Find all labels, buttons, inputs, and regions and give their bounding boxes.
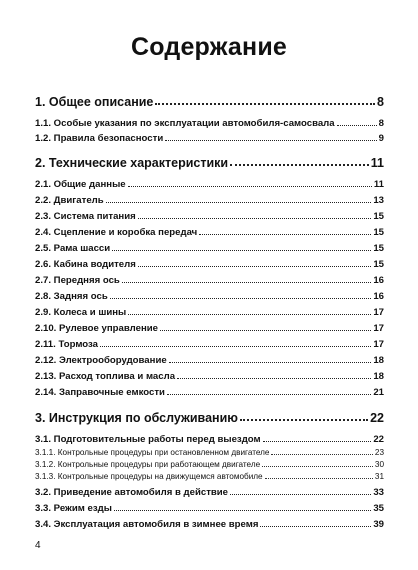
toc-entry-title: 3.1.3. Контрольные процедуры на движущемся автомобиле [35,472,263,481]
toc-entry-page: 16 [373,275,384,286]
toc-entry-2-5 [35,243,384,254]
toc-entry-page: 16 [373,291,384,302]
toc-entry-2-13 [35,371,384,382]
toc-entry-title: 2.6. Кабина водителя [35,259,136,270]
dot-leader [138,266,372,267]
toc-entry-title: 2.1. Общие данные [35,179,126,190]
toc-entry-2-8 [35,291,384,302]
dot-leader [110,298,372,299]
dot-leader [265,478,373,479]
toc-entry-3-4 [35,519,384,530]
toc-entry-1-2 [35,133,384,144]
page-title: Содержание [130,33,288,61]
toc-entry-title: 1.2. Правила безопасности [35,133,164,144]
toc-entry-page: 11 [370,156,384,170]
toc-entry-1-1 [35,118,384,129]
page-number: 4 [35,540,41,551]
toc-entry-2-9 [35,307,384,318]
toc-entry-3-2 [35,487,384,498]
toc-entry-2-6 [35,259,384,270]
toc-entry-title: 2.11. Тормоза [35,339,99,350]
toc-entry-title: 2.9. Колеса и шины [35,307,127,318]
toc-entry-page: 18 [373,355,384,366]
toc-entry-page: 22 [370,411,384,425]
dot-leader [165,140,376,141]
dot-leader [262,466,373,467]
toc-entry-title: 2.4. Сцепление и коробка передач [35,227,198,238]
toc-entry-page: 17 [373,323,384,334]
toc-entry-title: 2.14. Заправочные емкости [35,387,165,398]
toc-entry-1 [35,95,384,109]
dot-leader [271,454,372,455]
dot-leader [155,103,375,105]
toc-entry-page: 22 [373,434,384,445]
toc-entry-page: 11 [373,179,384,190]
dot-leader [128,186,372,187]
toc-entry-title: 2.7. Передняя ось [35,275,120,286]
toc-entry-title: 1. Общее описание [35,95,154,109]
toc-entry-page: 15 [373,227,384,238]
toc-entry-title: 3.1.2. Контрольные процедуры при работающем двигателе [35,460,261,469]
toc-entry-3-3 [35,503,384,514]
toc-entry-3-1-2 [35,460,384,469]
toc-entry-page: 35 [373,503,384,514]
toc-entry-2-7 [35,275,384,286]
dot-leader [199,234,371,235]
toc-entry-page: 31 [374,472,384,481]
toc-entry-page: 9 [378,133,384,144]
toc-entry-page: 33 [373,487,384,498]
toc-entry-title: 3. Инструкция по обслуживанию [35,411,238,425]
dot-leader [260,526,371,527]
dot-leader [106,202,372,203]
dot-leader [169,362,372,363]
toc-entry-page: 15 [373,211,384,222]
toc-entry-page: 15 [373,243,384,254]
toc-entry-3-1 [35,434,384,445]
dot-leader [160,330,371,331]
dot-leader [263,441,372,442]
dot-leader [138,218,372,219]
dot-leader [167,394,371,395]
toc-entry-title: 3.2. Приведение автомобиля в действие [35,487,229,498]
dot-leader [337,125,377,126]
toc-entry-page: 17 [373,307,384,318]
toc-entry-title: 1.1. Особые указания по эксплуатации автомобиля-самосвала [35,118,335,129]
toc-entry-2-1 [35,179,384,190]
toc-entry-title: 2. Технические характеристики [35,156,229,170]
toc-entry-page: 39 [373,519,384,530]
toc-entry-2-4 [35,227,384,238]
toc-entry-2-2 [35,195,384,206]
dot-leader [240,419,368,421]
toc-entry-title: 2.10. Рулевое управление [35,323,158,334]
toc-entry-2-10 [35,323,384,334]
dot-leader [230,494,371,495]
dot-leader [122,282,372,283]
toc-entry-title: 3.4. Эксплуатация автомобиля в зимнее время [35,519,259,530]
toc-entry-page: 21 [373,387,384,398]
toc-entry-page: 23 [374,448,384,457]
toc-entry-2-14 [35,387,384,398]
toc-entry-title: 2.12. Электрооборудование [35,355,167,366]
dot-leader [114,510,371,511]
toc-entry-page: 8 [378,118,384,129]
toc-entry-title: 2.5. Рама шасси [35,243,111,254]
toc-entry-page: 17 [373,339,384,350]
dot-leader [112,250,371,251]
toc-entry-2-12 [35,355,384,366]
toc-entry-2 [35,156,384,170]
toc-entry-2-11 [35,339,384,350]
toc-entry-3-1-1 [35,448,384,457]
dot-leader [177,378,371,379]
toc-entry-page: 15 [373,259,384,270]
toc-entry-title: 3.1. Подготовительные работы перед выездом [35,434,261,445]
toc-entry-2-3 [35,211,384,222]
toc-entry-title: 2.8. Задняя ось [35,291,108,302]
toc-entry-title: 2.2. Двигатель [35,195,104,206]
dot-leader [128,314,371,315]
toc-entry-page: 18 [373,371,384,382]
toc-entry-title: 3.3. Режим езды [35,503,112,514]
dot-leader [100,346,371,347]
toc-entry-3 [35,411,384,425]
dot-leader [230,164,369,166]
toc-entry-page: 8 [377,95,384,109]
toc-entry-title: 3.1.1. Контрольные процедуры при остановленном двигателе [35,448,270,457]
toc-entry-title: 2.3. Система питания [35,211,136,222]
toc-entry-page: 13 [373,195,384,206]
toc-entry-page: 30 [374,460,384,469]
toc-entry-3-1-3 [35,472,384,481]
toc-entry-title: 2.13. Расход топлива и масла [35,371,176,382]
